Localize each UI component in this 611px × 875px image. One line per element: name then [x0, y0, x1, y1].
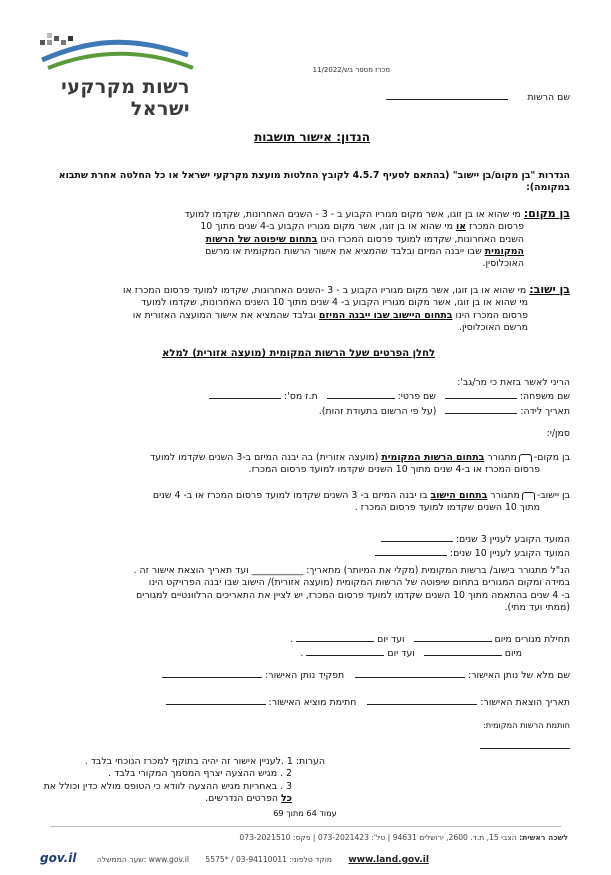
def-makom-text3u: בתחום שיפוטה של הרשות [205, 233, 318, 245]
fill-heading: לחלן הפרטים שעל הרשות המקומית (מועצה אזורית) למלא [162, 348, 435, 359]
signer-name-row [40, 668, 570, 682]
authority-label: שם הרשות [527, 92, 570, 103]
residence-l4: (ממתי ועד מתי). [504, 601, 570, 613]
option-makom [40, 452, 570, 477]
confirm-names-row [40, 389, 570, 403]
def-makom-text1: מי שהוא או בן זוגו, אשר מקום מגוריו הקבוע ב - 3 - השנים האחרונות, שקדמו למועד [184, 209, 521, 220]
relevant-dates [40, 532, 570, 561]
def-makom-l4 [40, 246, 570, 258]
option-yishuv-l2: מתוך 10 השנים שקדמו למועד פרסום המכרז . [354, 502, 540, 514]
id-label: ת.ז מס': [284, 391, 318, 403]
def-makom-term: בן מקום: [523, 207, 570, 220]
period-start-field[interactable] [414, 632, 492, 642]
lastname-label: שם משפחה: [519, 391, 570, 403]
period-row-2: מיום ועד יום . [300, 648, 522, 660]
relevant-10y-field[interactable] [375, 546, 447, 556]
option-makom-l2: פרסום המכרז או ב-4 שנים מתוך 10 השנים שקדמו למועד פרסום המכרז. [248, 464, 540, 476]
note-3-row [40, 781, 570, 806]
signature-label: חתימת מוציא האישור: [268, 697, 357, 708]
def-makom-or: או [456, 221, 467, 233]
note-3a: 3 . באחריות מגיש ההצעה לוודא כי הטופס מולא כדין וכולל את [43, 780, 292, 792]
option-makom-lead: בן מקום- [533, 452, 570, 463]
notes-title: הערות: [295, 756, 325, 767]
birth-label: תאריך לידה: [520, 405, 570, 417]
def-makom-text2a: פרסום המכרז [466, 221, 524, 233]
residence-l3: ב- 4 שנים בהתאמה מתוך 10 השנים שקדמו למועד פרסום המכרז, יש לציין את התאריכים הרלוונטיים למגורים [136, 589, 570, 601]
def-yishuv-l4: מרשם האוכלוסין. [458, 321, 528, 333]
footer-hq-label: לשכה ראשית: [519, 833, 568, 842]
note-3u: כל [281, 792, 292, 804]
def-makom-l1 [40, 208, 570, 221]
note-2-row: 2 . מגיש ההצעה יצרף המסמך המקורי בלבד . [108, 768, 292, 780]
def-yishuv-term: בן ישוב: [529, 283, 570, 296]
signature-field[interactable] [166, 695, 266, 705]
footer-hq-text: הצבי 15, ת.ד. 2600, ירושלים 94631 | טל': 073-2021423 | פקס: 073-2021510 [239, 833, 517, 842]
relevant-10y-label: המועד הקובע לעניין 10 שנים: [449, 548, 570, 560]
signer-role-field[interactable] [162, 668, 262, 678]
signer-date-row [40, 695, 570, 709]
residence-l2: במידה ומקום המגורים בתחום שיפוטה של הרשות המקומית (מועצה אזורית)/ הישוב שבו יבנה הפרויקט הינו [148, 577, 570, 589]
def-makom-l5: האוכלוסין. [482, 258, 524, 270]
relevant-3y-label: המועד הקובע לעניין 3 שנים: [455, 534, 570, 545]
period-until-label-1: ועד יום [377, 634, 405, 645]
birth-field[interactable] [445, 404, 517, 414]
footer-links [40, 851, 568, 865]
issue-date-field[interactable] [367, 695, 477, 705]
def-makom [40, 208, 570, 270]
logo-graphic [38, 30, 198, 72]
def-yishuv-text3u: בתחום היישוב שבו ייבנה המיזם [318, 309, 453, 321]
birth-note: (על פי הרשום בתעודת זהות). [318, 405, 437, 417]
option-yishuv [40, 490, 570, 515]
footer-hq [40, 833, 568, 842]
option-makom-l1 [40, 452, 570, 464]
option-yishuv-b: בו יבנה המיזם ב- 3 השנים שקדמו למועד פרסום המכרז או ב- 4 שנים [152, 490, 431, 501]
def-makom-l2 [40, 221, 570, 233]
issue-date-label: תאריך הוצאת האישור: [480, 697, 570, 708]
authority-line[interactable] [386, 90, 508, 100]
definition-intro: הגדרות "בן מקום/בן יישוב" (בהתאם לסעיף 4.5.7 לקובץ החלטות מועצת מקרקעי ישראל או כל החלטה אחרת שתבוא במקומה): [58, 170, 570, 194]
firstname-field[interactable] [327, 389, 395, 399]
page-number: עמוד 64 מתוך 69 [273, 808, 337, 818]
note-1: 1 .לעניין אישור זה יהיה בתוקף למכרז הנוכחי בלבד . [84, 756, 293, 767]
option-makom-b: (מועצה אזורית) בה יבנה המיזם ב-3 השנים שקדמו למועד [149, 452, 382, 463]
stamp-line-row [40, 739, 570, 752]
residence-l1: הנ"ל מתגורר בישוב/ ברשות המקומית (מקלי את המיותר) מתאריך: ___________ ועד תאריך הוצאת אישור זה . [133, 565, 570, 576]
mark-label: סמן/י: [546, 428, 570, 439]
option-makom-u: בתחום הרשות המקומית [381, 452, 485, 463]
id-field[interactable] [209, 389, 281, 399]
signer-name-label: שם מלא של נותן האישור: [468, 670, 570, 681]
period-from-label: מיום [504, 648, 522, 660]
def-makom-text3a: השנים האחרונות, שקדמו למועד פרסום המכרז הינו [317, 233, 524, 245]
def-yishuv-l3 [40, 310, 570, 322]
gov-gate-link[interactable]: שער הממשלה: www.gov.il [96, 855, 189, 864]
note-1-row [40, 756, 570, 768]
notes [40, 756, 570, 805]
residence-paragraph [40, 565, 570, 614]
relevant-10y-row [40, 546, 570, 560]
period-until-field-2[interactable] [306, 646, 384, 656]
def-makom-text4u: המקומית [484, 245, 524, 257]
def-makom-l3 [40, 234, 570, 246]
footer-separator [50, 826, 561, 827]
org-logo [38, 30, 198, 120]
firstname-label: שם פרטי: [397, 391, 436, 403]
option-yishuv-a: מתגורר [487, 490, 520, 501]
option-yishuv-lead: בן יישוב- [536, 490, 570, 501]
option-yishuv-l1 [40, 490, 570, 502]
land-website-link[interactable]: www.land.gov.il [348, 855, 429, 865]
gov-logo: gov.il [40, 851, 77, 865]
confirm-birth-row [40, 404, 570, 418]
stamp-field[interactable] [480, 739, 570, 749]
signer-role-label: תפקיד נותן האישור: [265, 670, 345, 681]
ref-number: מכרז מספר בש/11/2022 [312, 66, 390, 74]
def-yishuv-text1: מי שהוא או בן זוגו, אשר מקום מגוריו הקבוע ב - 3 -השנים האחרונות, שקדמו למועד פרסום המכרז או [123, 285, 527, 296]
option-yishuv-checkbox[interactable] [522, 492, 535, 500]
def-yishuv-text3a: פרסום המכרז הינו [452, 309, 528, 321]
relevant-3y-field[interactable] [381, 532, 453, 542]
option-makom-a: מתגורר [484, 452, 517, 463]
signer-name-field[interactable] [355, 668, 465, 678]
stamp-block [40, 720, 570, 752]
periods [40, 632, 570, 661]
def-makom-text4b: שבו ייבנה המיזם ובלבד שהמציא את אישור הרשות המקומית או מרשם [205, 245, 485, 257]
def-makom-text2b: מי שהוא או בן זוגו, אשר מקום מגוריו הקבוע ב-4 שנים מתוך 10 [200, 221, 456, 233]
def-yishuv-text3b: ובלבד שהמציא את אישור המועצה האזורית או [132, 309, 319, 321]
subject: הנדון: אישור תושבות [254, 130, 370, 144]
period-until-label-2: ועד יום [387, 648, 415, 660]
def-yishuv-l2: מי שהוא או בן זוגו, אשר מקום מגוריו הקבוע ב- 4 שנים מתוך 10 השנים האחרונות, שקדמו למועד [141, 297, 528, 309]
option-makom-checkbox[interactable] [519, 454, 532, 462]
def-yishuv-l1 [40, 284, 570, 297]
relevant-3y-row [40, 532, 570, 546]
authority-row [380, 90, 570, 104]
logo-text: רשות מקרקעי ישראל [61, 76, 190, 120]
option-yishuv-u: בתחום הישוב [430, 490, 488, 501]
stamp-label: חותמת הרשות המקומית: [483, 720, 570, 730]
confirm-intro: הריני לאשר בזאת כי מר/גב': [457, 377, 570, 388]
def-yishuv [40, 284, 570, 334]
period-until-field-1[interactable] [296, 632, 374, 642]
period-row-1: תחילת מגורים מיום ועד יום . [290, 634, 570, 645]
note-3b: הפרטים הנדרשים. [205, 792, 282, 804]
period-from-field[interactable] [424, 646, 502, 656]
call-center: מוקד טלפוני: 03-94110011 / *5575 [205, 855, 332, 864]
period-start-label: תחילת מגורים מיום [494, 634, 570, 645]
lastname-field[interactable] [445, 389, 517, 399]
confirm-block [40, 377, 570, 418]
